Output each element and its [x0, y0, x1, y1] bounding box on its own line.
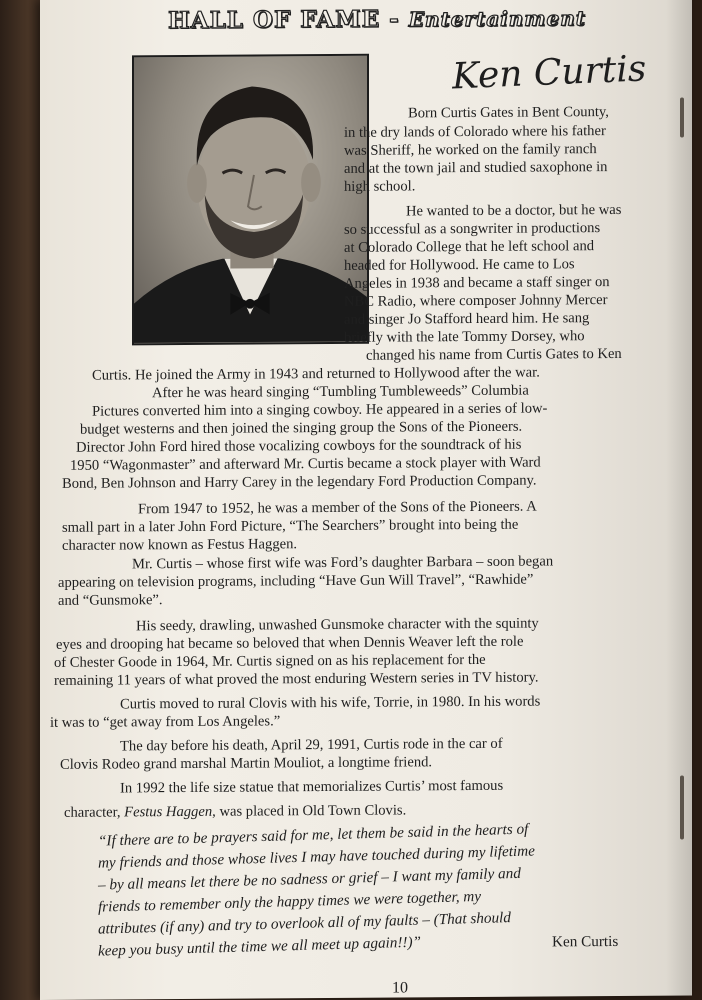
- page-fold-shadow: [666, 0, 692, 996]
- body-line: Pictures converted him into a singing cowboy. He appeared in a series of low-: [92, 400, 548, 420]
- body-line: in the dry lands of Colorado where his father: [344, 123, 606, 141]
- body-line: budget westerns and then joined the singing group the Sons of the Pioneers.: [80, 418, 523, 438]
- body-line: small part in a later John Ford Picture, “The Searchers” brought into being the: [62, 516, 519, 536]
- body-line: Curtis moved to rural Clovis with his wife, Torrie, in 1980. In his words: [120, 693, 541, 713]
- quote-line: friends to remember only the happy times we were together, my: [97, 887, 482, 916]
- body-line: His seedy, drawling, unwashed Gunsmoke character with the squinty: [136, 615, 539, 635]
- body-line: Born Curtis Gates in Bent County,: [408, 104, 609, 122]
- body-line: He wanted to be a doctor, but he was: [406, 201, 622, 220]
- body-line: Bond, Ben Johnson and Harry Carey in the legendary Ford Production Company.: [62, 472, 537, 492]
- body-line: so successful as a songwriter in productions: [344, 220, 601, 238]
- section-header: [168, 4, 628, 34]
- body-line: Curtis. He joined the Army in 1943 and returned to Hollywood after the war.: [92, 364, 540, 384]
- body-line: headed for Hollywood. He came to Los: [344, 256, 575, 274]
- portrait-illustration: [134, 56, 367, 344]
- body-line: eyes and drooping hat became so beloved that when Dennis Weaver left the role: [56, 633, 524, 653]
- body-line: and “Gunsmoke”.: [58, 592, 163, 609]
- body-line: and singer Jo Stafford heard him. He sang: [344, 310, 590, 328]
- portrait-photo: [132, 54, 369, 346]
- body-line: of Chester Goode in 1964, Mr. Curtis signed on as his replacement for the: [54, 651, 486, 671]
- body-line: appearing on television programs, including “Have Gun Will Travel”, “Rawhide”: [58, 571, 534, 591]
- quote-line: “If there are to be prayers said for me, let them be said in the hearts of: [97, 820, 529, 850]
- body-line: Mr. Curtis – whose first wife was Ford’s daughter Barbara – soon began: [132, 553, 554, 573]
- header-hall-of-fame: HALL OF FAME: [168, 5, 381, 35]
- body-line: remaining 11 years of what proved the most enduring Western series in TV history.: [54, 669, 539, 689]
- body-line: was Sheriff, he worked on the family ranch: [344, 141, 597, 159]
- body-line: briefly with the late Tommy Dorsey, who: [344, 328, 585, 346]
- body-line: high school.: [344, 178, 416, 195]
- body-line-statue: [64, 803, 406, 820]
- quote-line: attributes (if any) and try to overlook all of my faults – (That should: [97, 909, 512, 938]
- body-line: Director John Ford hired those vocalizing cowboys for the soundtrack of his: [76, 436, 522, 456]
- body-line: In 1992 the life size statue that memorializes Curtis’ most famous: [120, 777, 504, 797]
- binding-staple: [680, 776, 684, 840]
- article-title: Ken Curtis: [451, 48, 647, 98]
- header-separator: -: [380, 5, 409, 33]
- body-line: NBC Radio, where composer Johnny Mercer: [344, 292, 608, 310]
- body-line: it was to “get away from Los Angeles.”: [50, 713, 281, 731]
- statue-line-after: , was placed in Old Town Clovis.: [212, 802, 407, 820]
- header-category: Entertainment: [408, 6, 586, 32]
- statue-line-emphasis: Festus Haggen: [124, 803, 213, 821]
- quote-attribution: Ken Curtis: [552, 932, 619, 951]
- quote-line: – by all means let there be no sadness or grief – I want my family and: [97, 864, 522, 894]
- body-line: changed his name from Curtis Gates to Ken: [366, 345, 622, 364]
- body-line: 1950 “Wagonmaster” and afterward Mr. Curtis became a stock player with Ward: [70, 454, 541, 474]
- body-line: From 1947 to 1952, he was a member of the Sons of the Pioneers. A: [138, 498, 537, 518]
- body-line: and at the town jail and studied saxophone in: [344, 159, 608, 177]
- statue-line-before: character,: [64, 804, 125, 821]
- body-line: at Colorado College that he left school and: [344, 238, 595, 256]
- binding-staple: [680, 98, 684, 138]
- body-line: The day before his death, April 29, 1991, Curtis rode in the car of: [120, 735, 503, 755]
- page-number: 10: [392, 979, 408, 997]
- quote-line: keep you busy until the time we all meet up again!!)”: [97, 933, 422, 960]
- booklet-page: [40, 0, 692, 1000]
- body-line: character now known as Festus Haggen.: [62, 536, 298, 554]
- body-line: Clovis Rodeo grand marshal Martin Mouliot, a longtime friend.: [60, 754, 433, 773]
- body-line: After he was heard singing “Tumbling Tumbleweeds” Columbia: [152, 382, 529, 402]
- quote-line: my friends and those whose lives I may have touched during my lifetime: [97, 842, 536, 872]
- body-line: Angeles in 1938 and became a staff singer on: [344, 274, 610, 292]
